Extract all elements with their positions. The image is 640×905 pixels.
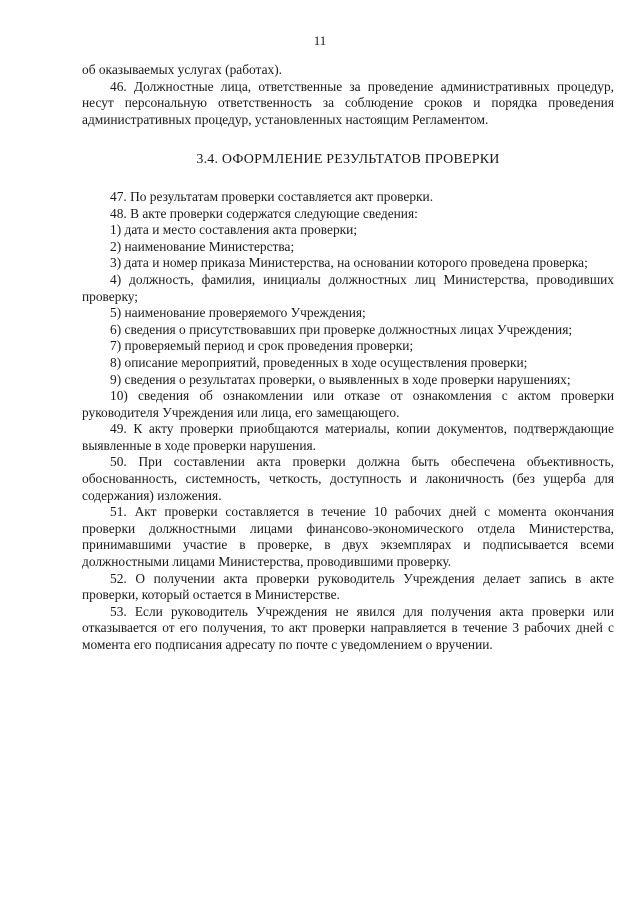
list-item-1: 1) дата и место составления акта проверки; (110, 222, 358, 238)
list-item-10: 10) сведения об ознакомлении или отказе от ознакомления с актом проверки руководителя Учреждения или лица, его замещающего. (82, 388, 614, 420)
paragraph-53: 53. Если руководитель Учреждения не явился для получения акта проверки или отказывается от его получения, то акт проверки направляется в течение 3 рабочих дней с момента его подписания адресату по почте с уведомлением о вручении. (82, 603, 614, 652)
list-item-6: 6) сведения о присутствовавших при проверке должностных лицах Учреждения; (110, 321, 573, 337)
paragraph-continuation: об оказываемых услугах (работах). (82, 62, 283, 77)
page-number: 11 (313, 33, 327, 48)
paragraph-51: 51. Акт проверки составляется в течение 10 рабочих дней с момента окончания проверки должностными лицами финансово-экономического отдела Министерства, принимавшими участие в проверке, в двух экземплярах и подписывается всеми должностными лицами Министерства, проводившими проверку. (82, 504, 614, 570)
list-item-4: 4) должность, фамилия, инициалы должностных лиц Министерства, проводивших проверку; (82, 271, 614, 304)
paragraph-50: 50. При составлении акта проверки должна быть обеспечена объективность, обоснованность, системность, четкость, доступность и лаконичность (без ущерба для содержания) изложения. (82, 454, 614, 503)
list-item-9: 9) сведения о результатах проверки, о выявленных в ходе проверки нарушениях; (110, 371, 571, 387)
paragraph-49: 49. К акту проверки приобщаются материалы, копии документов, подтверждающие выявленные в ходе проверки нарушения. (82, 421, 614, 453)
list-item-2: 2) наименование Министерства; (110, 238, 295, 254)
paragraph-48: 48. В акте проверки содержатся следующие сведения: (110, 205, 418, 221)
list-item-5: 5) наименование проверяемого Учреждения; (110, 305, 366, 321)
list-item-3: 3) дата и номер приказа Министерства, на основании которого проведена проверка; (110, 255, 588, 271)
paragraph-47: 47. По результатам проверки составляется акт проверки. (110, 188, 434, 204)
document-body (82, 62, 614, 654)
paragraph-52: 52. О получении акта проверки руководитель Учреждения делает запись в акте проверки, который остается в Министерстве. (82, 570, 614, 603)
list-item-7: 7) проверяемый период и срок проведения проверки; (110, 338, 414, 354)
list-item-8: 8) описание мероприятий, проведенных в ходе осуществления проверки; (110, 354, 528, 370)
section-heading: 3.4. ОФОРМЛЕНИЕ РЕЗУЛЬТАТОВ ПРОВЕРКИ (196, 152, 500, 168)
paragraph-46: 46. Должностные лица, ответственные за проведение административных процедур, несут персональную ответственность за соблюдение сроков и порядка проведения административных процедур, установленных настоящим Регламентом. (82, 78, 614, 127)
